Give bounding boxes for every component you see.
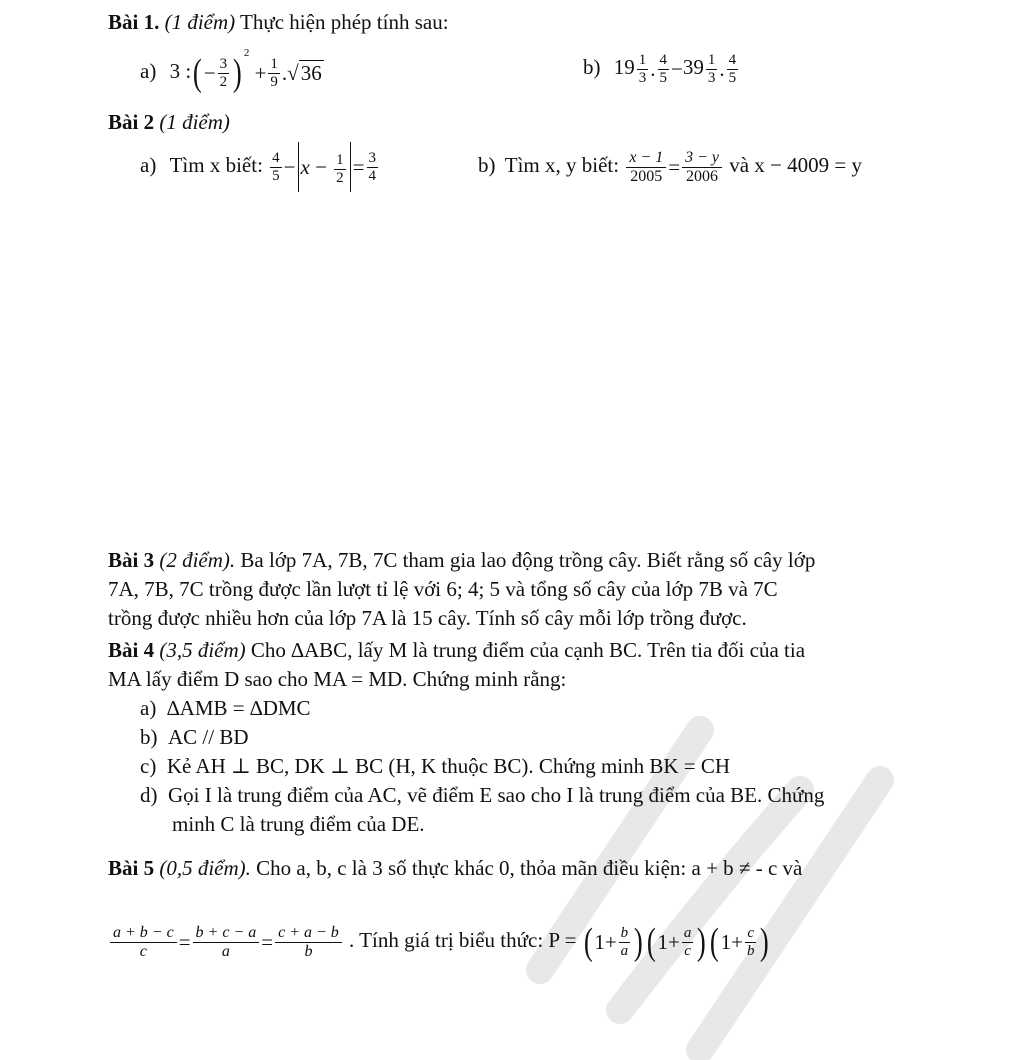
bai4-item: c) Kẻ AH ⊥ BC, DK ⊥ BC (H, K thuộc BC). Chứng minh BK = CH [140, 754, 731, 778]
bai1-b-label: b) [583, 55, 601, 79]
bai2-heading: Bài 2 [108, 110, 155, 134]
bai2-b: b) Tìm x, y biết: $\frac{x - 1}{2005}$ = $\frac{3 - y}{2006}$ và x − 4009 = y [478, 148, 862, 185]
bai2-b-text: Tìm x, y biết: [504, 153, 620, 177]
bai3-line2: 7A, 7B, 7C trồng được lần lượt tỉ lệ với 6; 4; 5 và tổng số cây của lớp 7B và 7C [108, 577, 778, 601]
bai2-points: (1 điểm) [159, 110, 230, 134]
bai1-instruction: Thực hiện phép tính sau: [240, 10, 449, 34]
bai4-item: b) AC // BD [140, 725, 249, 749]
bai1-a-lead: 3 : [169, 59, 192, 83]
bai2-b-tail: và x − 4009 = y [729, 153, 862, 177]
bai1-points: (1 điểm) [164, 10, 236, 34]
bai5-heading: Bài 5 [108, 856, 155, 880]
bai1-heading-line [108, 8, 449, 36]
bai2-a: a) Tìm x biết: $\frac{4}{5}$ − x − $\frac{1}{2}$ = $\frac{3}{4}$ [140, 140, 380, 192]
bai2-b-label: b) [478, 153, 496, 177]
bai2-a-text: Tìm x biết: [169, 153, 263, 177]
bai1-a-sqrt: √36 [287, 61, 322, 86]
bai3-heading: Bài 3 [108, 548, 155, 572]
bai3-line3: trồng được nhiều hơn của lớp 7A là 15 cây. Tính số cây mỗi lớp trồng được. [108, 606, 747, 630]
bai1-a: a) 3 :(− $\frac{3}{2}$ ) $^2$ + $\frac{1}{9}$ .√36 [140, 47, 322, 95]
bai5-formula: $\frac{a + b - c}{c}$ = $\frac{b + c - a}{a}$ = $\frac{c + a - b}{b}$ . Tính giá trị biểu thức: P = (1+ $\frac{b}{a}$ )(1+ $\frac{a}{c}$ )(1+ $\frac{c}{b}$ ) [108, 912, 771, 970]
bai3-line1: Ba lớp 7A, 7B, 7C tham gia lao động trồng cây. Biết rằng số cây lớp [240, 548, 816, 572]
bai1-a-exp: 2 [243, 47, 250, 59]
bai1-a-label: a) [140, 59, 157, 83]
bai5-block [108, 854, 938, 883]
bai2-heading-line [108, 108, 230, 136]
bai1-heading: Bài 1. [108, 10, 160, 34]
bai1-a-frac2: $\frac{1}{9}$ [270, 55, 278, 90]
bai1-b: b) 19 $\frac{1}{3}$ . $\frac{4}{5}$ −39 $\frac{1}{3}$ . $\frac{4}{5}$ [583, 51, 737, 86]
bai4-block [108, 636, 938, 839]
bai4-d-line2: minh C là trung điểm của DE. [172, 812, 425, 836]
bai3-block [108, 546, 938, 633]
bai5-points: (0,5 điểm). [159, 856, 251, 880]
bai4-item: a) ∆AMB = ∆DMC [140, 696, 311, 720]
bai4-heading: Bài 4 [108, 638, 155, 662]
bai5-line1: Cho a, b, c là 3 số thực khác 0, thỏa mãn điều kiện: a + b ≠ - c và [256, 856, 803, 880]
bai3-points: (2 điểm). [159, 548, 236, 572]
bai4-points: (3,5 điểm) [159, 638, 246, 662]
bai5-mid-text: . Tính giá trị biểu thức: P = [349, 928, 577, 952]
bai4-line2: MA lấy điểm D sao cho MA = MD. Chứng minh rằng: [108, 667, 567, 691]
bai4-item: d) Gọi I là trung điểm của AC, vẽ điểm E sao cho I là trung điểm của BE. Chứng [140, 783, 825, 807]
bai4-line1: Cho ∆ABC, lấy M là trung điểm của cạnh BC. Trên tia đối của tia [250, 638, 806, 662]
bai2-a-label: a) [140, 153, 157, 177]
bai1-a-frac: $\frac{3}{2}$ [219, 55, 228, 90]
